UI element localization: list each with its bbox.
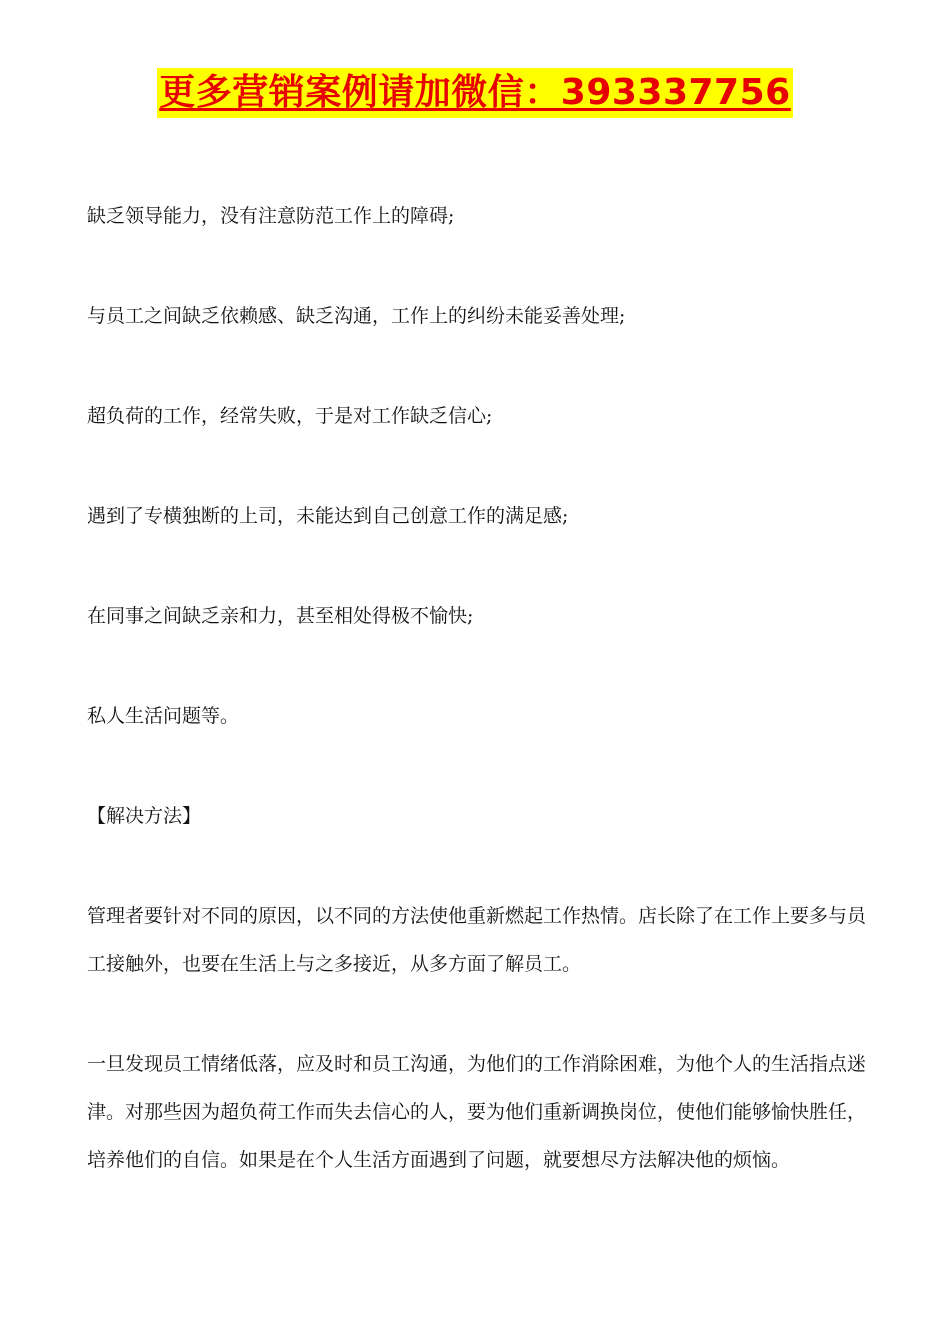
section-heading: 【解决方法】 [87, 805, 202, 827]
paragraph-2: 与员工之间缺乏依赖感、缺乏沟通，工作上的纠纷未能妥善处理; [87, 305, 626, 327]
header-banner-container [0, 68, 950, 118]
paragraph-7: 管理者要针对不同的原因，以不同的方法使他重新燃起工作热情。店长除了在工作上要多与员工接触外，也要在生活上与之多接近，从多方面了解员工。 [87, 905, 867, 975]
promo-banner: 更多营销案例请加微信：393337756 [157, 68, 792, 118]
paragraph-4: 遇到了专横独断的上司，未能达到自己创意工作的满足感; [87, 505, 569, 527]
paragraph-5: 在同事之间缺乏亲和力，甚至相处得极不愉快; [87, 605, 474, 627]
paragraph-1: 缺乏领导能力，没有注意防范工作上的障碍; [87, 205, 455, 227]
paragraph-8: 一旦发现员工情绪低落，应及时和员工沟通，为他们的工作消除困难，为他个人的生活指点迷津。对那些因为超负荷工作而失去信心的人，要为他们重新调换岗位，使他们能够愉快胜任，培养他们的自信。如果是在个人生活方面遇到了问题，就要想尽方法解决他的烦恼。 [87, 1053, 867, 1171]
paragraph-3: 超负荷的工作，经常失败，于是对工作缺乏信心; [87, 405, 493, 427]
paragraph-6: 私人生活问题等。 [87, 705, 240, 727]
